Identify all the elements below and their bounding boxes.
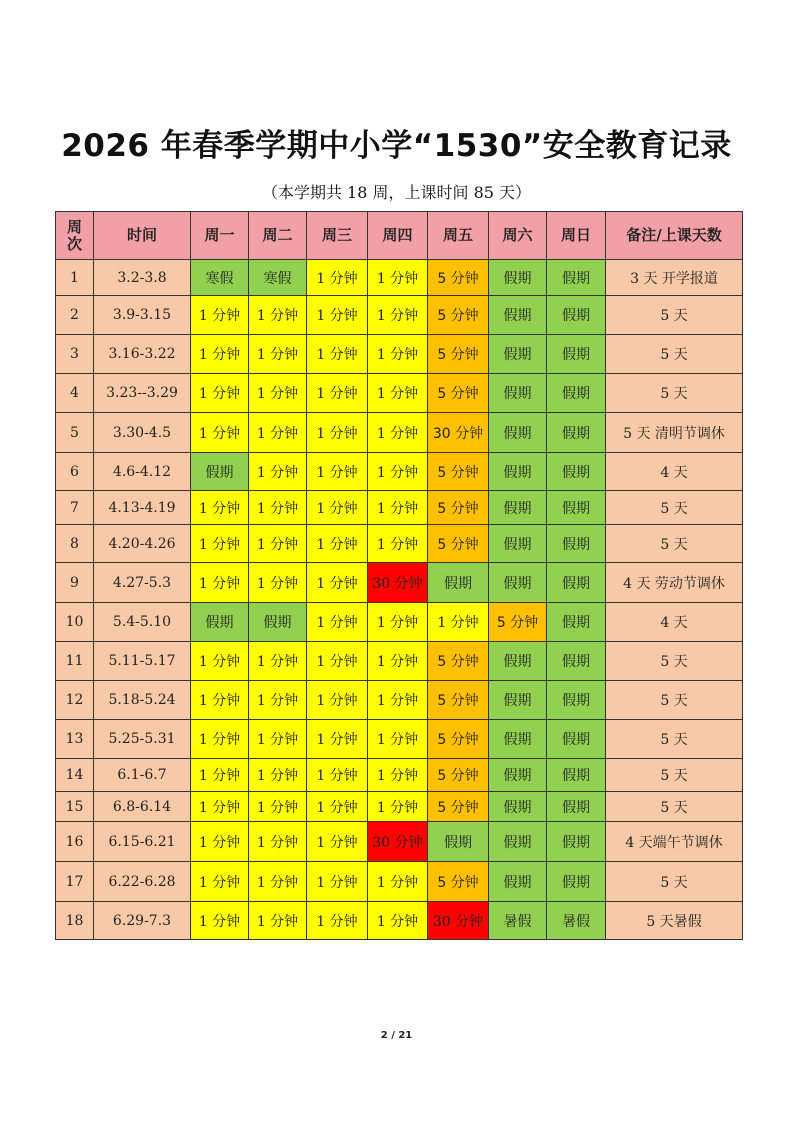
day-cell-sun: 假期 xyxy=(547,374,606,413)
day-cell-thu: 1 分钟 xyxy=(368,453,428,491)
day-cell-sat: 假期 xyxy=(489,260,547,296)
day-cell-mon: 假期 xyxy=(191,453,249,491)
day-cell-sat: 假期 xyxy=(489,720,547,759)
document-subtitle: （本学期共 18 周，上课时间 85 天） xyxy=(261,183,532,202)
day-cell-tue: 1 分钟 xyxy=(249,453,307,491)
table-row xyxy=(56,902,743,940)
table-row xyxy=(56,792,743,822)
day-cell-thu: 1 分钟 xyxy=(368,862,428,902)
day-cell-tue: 1 分钟 xyxy=(249,862,307,902)
day-cell-mon: 1 分钟 xyxy=(191,792,249,822)
day-cell-thu: 1 分钟 xyxy=(368,792,428,822)
day-cell-thu: 1 分钟 xyxy=(368,525,428,563)
week-number-cell: 7 xyxy=(56,491,94,525)
week-number-cell: 4 xyxy=(56,374,94,413)
day-cell-fri: 5 分钟 xyxy=(428,525,489,563)
day-cell-sun: 假期 xyxy=(547,759,606,792)
day-cell-tue: 1 分钟 xyxy=(249,902,307,940)
day-cell-fri: 5 分钟 xyxy=(428,792,489,822)
week-number-cell: 14 xyxy=(56,759,94,792)
day-cell-tue: 1 分钟 xyxy=(249,759,307,792)
day-cell-sat: 假期 xyxy=(489,296,547,335)
day-cell-fri: 假期 xyxy=(428,822,489,862)
day-cell-tue: 1 分钟 xyxy=(249,296,307,335)
week-number-cell: 3 xyxy=(56,335,94,374)
day-cell-fri: 假期 xyxy=(428,563,489,603)
day-cell-wed: 1 分钟 xyxy=(307,822,368,862)
week-number-cell: 5 xyxy=(56,413,94,453)
date-range-cell: 5.25-5.31 xyxy=(94,720,191,759)
date-range-cell: 3.23--3.29 xyxy=(94,374,191,413)
day-cell-sat: 假期 xyxy=(489,413,547,453)
day-cell-tue: 1 分钟 xyxy=(249,720,307,759)
day-cell-tue: 1 分钟 xyxy=(249,792,307,822)
day-cell-wed: 1 分钟 xyxy=(307,902,368,940)
day-cell-sun: 暑假 xyxy=(547,902,606,940)
notes-cell: 4 天 xyxy=(606,453,743,491)
day-cell-wed: 1 分钟 xyxy=(307,296,368,335)
header-cell-notes: 备注/上课天数 xyxy=(606,212,743,260)
notes-cell: 5 天 xyxy=(606,642,743,681)
day-cell-thu: 1 分钟 xyxy=(368,603,428,642)
week-number-cell: 13 xyxy=(56,720,94,759)
notes-cell: 5 天 xyxy=(606,525,743,563)
table-row xyxy=(56,759,743,792)
notes-cell: 5 天 xyxy=(606,335,743,374)
notes-cell: 5 天暑假 xyxy=(606,902,743,940)
day-cell-thu: 1 分钟 xyxy=(368,260,428,296)
day-cell-fri: 5 分钟 xyxy=(428,642,489,681)
date-range-cell: 4.13-4.19 xyxy=(94,491,191,525)
day-cell-sun: 假期 xyxy=(547,563,606,603)
day-cell-fri: 30 分钟 xyxy=(428,902,489,940)
header-cell-wed: 周三 xyxy=(307,212,368,260)
date-range-cell: 4.27-5.3 xyxy=(94,563,191,603)
notes-cell: 5 天 xyxy=(606,862,743,902)
table-row xyxy=(56,413,743,453)
table-row xyxy=(56,822,743,862)
day-cell-tue: 1 分钟 xyxy=(249,413,307,453)
week-number-cell: 16 xyxy=(56,822,94,862)
day-cell-mon: 1 分钟 xyxy=(191,335,249,374)
day-cell-sun: 假期 xyxy=(547,413,606,453)
day-cell-thu: 1 分钟 xyxy=(368,642,428,681)
day-cell-thu: 1 分钟 xyxy=(368,720,428,759)
day-cell-sun: 假期 xyxy=(547,296,606,335)
week-number-cell: 1 xyxy=(56,260,94,296)
day-cell-mon: 1 分钟 xyxy=(191,720,249,759)
day-cell-wed: 1 分钟 xyxy=(307,720,368,759)
day-cell-sat: 假期 xyxy=(489,453,547,491)
table-row xyxy=(56,525,743,563)
day-cell-fri: 5 分钟 xyxy=(428,491,489,525)
day-cell-wed: 1 分钟 xyxy=(307,862,368,902)
day-cell-wed: 1 分钟 xyxy=(307,413,368,453)
day-cell-fri: 30 分钟 xyxy=(428,413,489,453)
date-range-cell: 3.16-3.22 xyxy=(94,335,191,374)
notes-cell: 5 天 xyxy=(606,374,743,413)
day-cell-fri: 5 分钟 xyxy=(428,862,489,902)
date-range-cell: 4.6-4.12 xyxy=(94,453,191,491)
header-cell-thu: 周四 xyxy=(368,212,428,260)
day-cell-fri: 5 分钟 xyxy=(428,681,489,720)
day-cell-fri: 1 分钟 xyxy=(428,603,489,642)
table-row xyxy=(56,642,743,681)
day-cell-sat: 假期 xyxy=(489,563,547,603)
day-cell-sat: 假期 xyxy=(489,491,547,525)
day-cell-wed: 1 分钟 xyxy=(307,603,368,642)
day-cell-fri: 5 分钟 xyxy=(428,296,489,335)
header-cell-week: 周 次 xyxy=(56,212,94,260)
table-row xyxy=(56,681,743,720)
day-cell-wed: 1 分钟 xyxy=(307,563,368,603)
week-number-cell: 8 xyxy=(56,525,94,563)
day-cell-tue: 寒假 xyxy=(249,260,307,296)
day-cell-sun: 假期 xyxy=(547,862,606,902)
day-cell-sun: 假期 xyxy=(547,792,606,822)
day-cell-fri: 5 分钟 xyxy=(428,374,489,413)
schedule-table-body xyxy=(56,260,743,940)
day-cell-sun: 假期 xyxy=(547,603,606,642)
notes-cell: 5 天 xyxy=(606,792,743,822)
day-cell-fri: 5 分钟 xyxy=(428,720,489,759)
day-cell-thu: 1 分钟 xyxy=(368,491,428,525)
day-cell-mon: 1 分钟 xyxy=(191,822,249,862)
day-cell-sat: 暑假 xyxy=(489,902,547,940)
day-cell-sat: 假期 xyxy=(489,642,547,681)
day-cell-thu: 1 分钟 xyxy=(368,681,428,720)
day-cell-mon: 1 分钟 xyxy=(191,759,249,792)
day-cell-thu: 1 分钟 xyxy=(368,413,428,453)
day-cell-wed: 1 分钟 xyxy=(307,792,368,822)
day-cell-mon: 1 分钟 xyxy=(191,525,249,563)
day-cell-wed: 1 分钟 xyxy=(307,453,368,491)
day-cell-fri: 5 分钟 xyxy=(428,453,489,491)
day-cell-fri: 5 分钟 xyxy=(428,260,489,296)
day-cell-tue: 1 分钟 xyxy=(249,374,307,413)
day-cell-sun: 假期 xyxy=(547,681,606,720)
week-number-cell: 2 xyxy=(56,296,94,335)
date-range-cell: 3.9-3.15 xyxy=(94,296,191,335)
day-cell-mon: 1 分钟 xyxy=(191,902,249,940)
notes-cell: 5 天 清明节调休 xyxy=(606,413,743,453)
header-row xyxy=(56,212,743,260)
header-cell-tue: 周二 xyxy=(249,212,307,260)
day-cell-sat: 假期 xyxy=(489,525,547,563)
day-cell-sat: 假期 xyxy=(489,862,547,902)
day-cell-tue: 1 分钟 xyxy=(249,563,307,603)
notes-cell: 5 天 xyxy=(606,720,743,759)
day-cell-tue: 1 分钟 xyxy=(249,642,307,681)
date-range-cell: 4.20-4.26 xyxy=(94,525,191,563)
day-cell-sat: 假期 xyxy=(489,374,547,413)
day-cell-sat: 假期 xyxy=(489,792,547,822)
date-range-cell: 6.22-6.28 xyxy=(94,862,191,902)
notes-cell: 3 天 开学报道 xyxy=(606,260,743,296)
date-range-cell: 6.29-7.3 xyxy=(94,902,191,940)
week-number-cell: 10 xyxy=(56,603,94,642)
day-cell-tue: 1 分钟 xyxy=(249,681,307,720)
header-cell-time: 时间 xyxy=(94,212,191,260)
day-cell-mon: 1 分钟 xyxy=(191,374,249,413)
day-cell-mon: 假期 xyxy=(191,603,249,642)
day-cell-sat: 假期 xyxy=(489,822,547,862)
day-cell-thu: 1 分钟 xyxy=(368,374,428,413)
date-range-cell: 5.4-5.10 xyxy=(94,603,191,642)
date-range-cell: 5.11-5.17 xyxy=(94,642,191,681)
week-number-cell: 18 xyxy=(56,902,94,940)
week-number-cell: 12 xyxy=(56,681,94,720)
day-cell-thu: 30 分钟 xyxy=(368,822,428,862)
schedule-table xyxy=(55,211,743,940)
week-number-cell: 9 xyxy=(56,563,94,603)
day-cell-wed: 1 分钟 xyxy=(307,335,368,374)
table-row xyxy=(56,374,743,413)
table-row xyxy=(56,563,743,603)
day-cell-wed: 1 分钟 xyxy=(307,374,368,413)
header-cell-sat: 周六 xyxy=(489,212,547,260)
notes-cell: 4 天 劳动节调休 xyxy=(606,563,743,603)
date-range-cell: 3.2-3.8 xyxy=(94,260,191,296)
notes-cell: 4 天端午节调休 xyxy=(606,822,743,862)
table-row xyxy=(56,603,743,642)
week-number-cell: 11 xyxy=(56,642,94,681)
day-cell-mon: 1 分钟 xyxy=(191,862,249,902)
table-row xyxy=(56,862,743,902)
date-range-cell: 3.30-4.5 xyxy=(94,413,191,453)
day-cell-mon: 1 分钟 xyxy=(191,563,249,603)
table-row xyxy=(56,260,743,296)
notes-cell: 5 天 xyxy=(606,681,743,720)
day-cell-tue: 假期 xyxy=(249,603,307,642)
day-cell-sun: 假期 xyxy=(547,335,606,374)
day-cell-wed: 1 分钟 xyxy=(307,260,368,296)
day-cell-wed: 1 分钟 xyxy=(307,525,368,563)
day-cell-fri: 5 分钟 xyxy=(428,335,489,374)
day-cell-mon: 1 分钟 xyxy=(191,413,249,453)
notes-cell: 5 天 xyxy=(606,296,743,335)
day-cell-sun: 假期 xyxy=(547,491,606,525)
day-cell-sun: 假期 xyxy=(547,720,606,759)
day-cell-thu: 1 分钟 xyxy=(368,335,428,374)
day-cell-wed: 1 分钟 xyxy=(307,491,368,525)
notes-cell: 5 天 xyxy=(606,491,743,525)
day-cell-tue: 1 分钟 xyxy=(249,335,307,374)
table-row xyxy=(56,296,743,335)
week-number-cell: 17 xyxy=(56,862,94,902)
day-cell-wed: 1 分钟 xyxy=(307,681,368,720)
day-cell-sat: 假期 xyxy=(489,681,547,720)
notes-cell: 4 天 xyxy=(606,603,743,642)
day-cell-sun: 假期 xyxy=(547,260,606,296)
day-cell-mon: 1 分钟 xyxy=(191,491,249,525)
day-cell-tue: 1 分钟 xyxy=(249,822,307,862)
table-row xyxy=(56,720,743,759)
week-number-cell: 6 xyxy=(56,453,94,491)
day-cell-tue: 1 分钟 xyxy=(249,491,307,525)
day-cell-sun: 假期 xyxy=(547,642,606,681)
header-cell-mon: 周一 xyxy=(191,212,249,260)
day-cell-thu: 30 分钟 xyxy=(368,563,428,603)
table-row xyxy=(56,491,743,525)
document-title: 2026 年春季学期中小学“1530”安全教育记录 xyxy=(61,128,732,164)
header-cell-fri: 周五 xyxy=(428,212,489,260)
day-cell-wed: 1 分钟 xyxy=(307,642,368,681)
page-number: 2 / 21 xyxy=(380,1030,413,1041)
day-cell-wed: 1 分钟 xyxy=(307,759,368,792)
day-cell-sat: 假期 xyxy=(489,759,547,792)
day-cell-fri: 5 分钟 xyxy=(428,759,489,792)
day-cell-sat: 假期 xyxy=(489,335,547,374)
day-cell-mon: 寒假 xyxy=(191,260,249,296)
day-cell-sat: 5 分钟 xyxy=(489,603,547,642)
header-cell-sun: 周日 xyxy=(547,212,606,260)
table-row xyxy=(56,335,743,374)
day-cell-sun: 假期 xyxy=(547,822,606,862)
day-cell-mon: 1 分钟 xyxy=(191,296,249,335)
day-cell-thu: 1 分钟 xyxy=(368,902,428,940)
day-cell-sun: 假期 xyxy=(547,453,606,491)
day-cell-mon: 1 分钟 xyxy=(191,642,249,681)
date-range-cell: 6.8-6.14 xyxy=(94,792,191,822)
day-cell-thu: 1 分钟 xyxy=(368,759,428,792)
day-cell-sun: 假期 xyxy=(547,525,606,563)
date-range-cell: 6.1-6.7 xyxy=(94,759,191,792)
day-cell-mon: 1 分钟 xyxy=(191,681,249,720)
table-row xyxy=(56,453,743,491)
date-range-cell: 5.18-5.24 xyxy=(94,681,191,720)
date-range-cell: 6.15-6.21 xyxy=(94,822,191,862)
notes-cell: 5 天 xyxy=(606,759,743,792)
day-cell-thu: 1 分钟 xyxy=(368,296,428,335)
week-number-cell: 15 xyxy=(56,792,94,822)
day-cell-tue: 1 分钟 xyxy=(249,525,307,563)
